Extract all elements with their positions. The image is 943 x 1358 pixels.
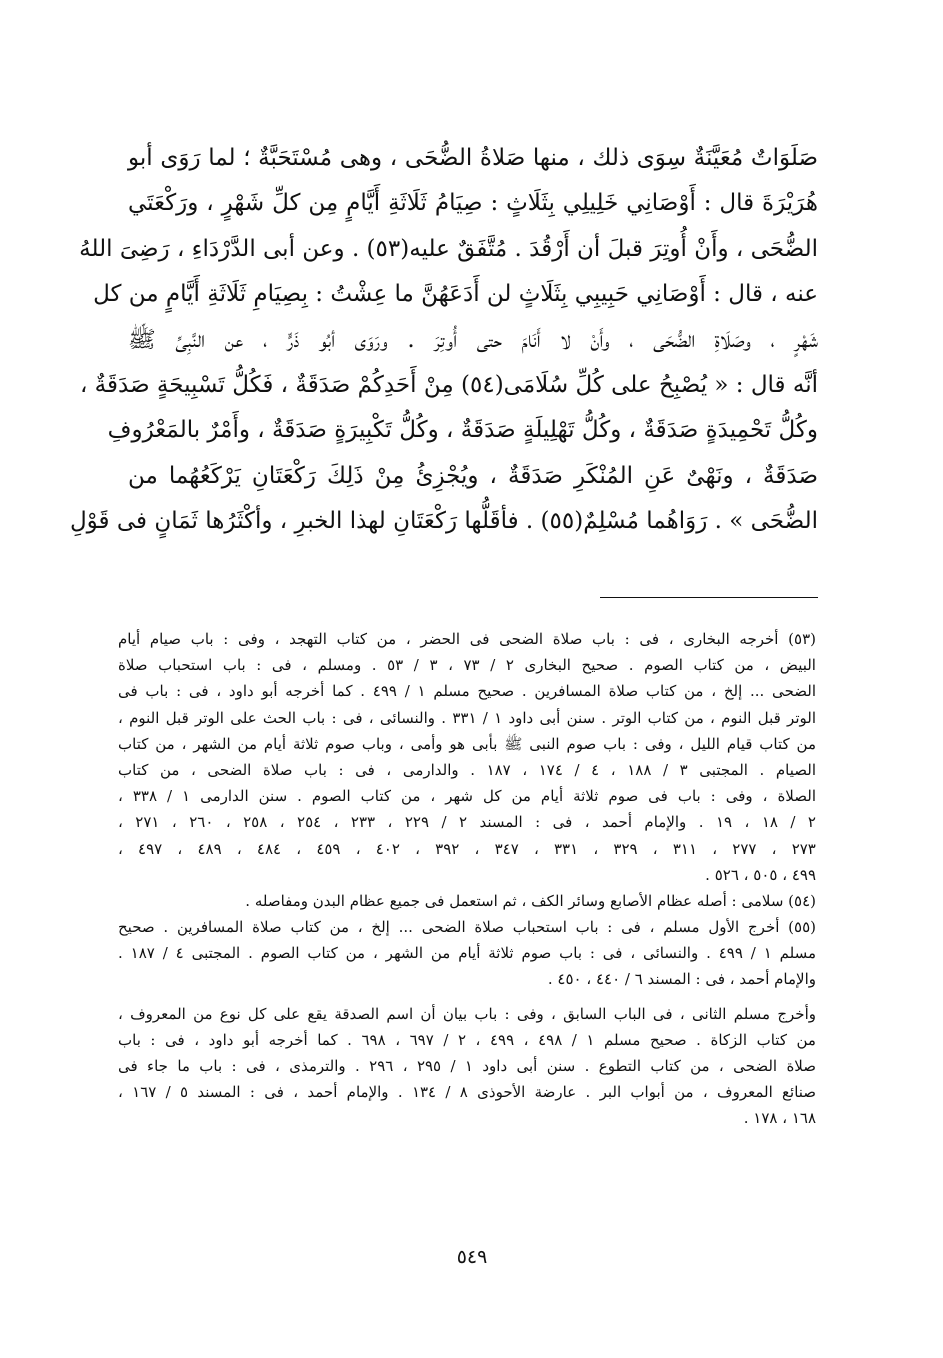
footnote-line: من كتاب الزكاة . صحيح مسلم ١ / ٤٩٨ ، ٤٩٩ ، ٢ / ٦٩٧ ، ٦٩٨ . كما أخرجه أبو داود ، فى : باب: [118, 1030, 816, 1049]
footnote-54: [118, 888, 816, 914]
main-text-line: وكُلُّ تَحْمِيدَةٍ صَدَقَةٌ ، وكُلُّ تَهْلِيلَةٍ صَدَقَةٌ ، وكُلُّ تَكْبِيرَةٍ صَدَقَةٌ ، وأَمْرٌ بالمَعْرُوفِ: [107, 417, 818, 444]
footnote-line: والإمام أحمد ، فى : المسند ٦ / ٤٤٠ ، ٤٥٠ .: [547, 970, 816, 989]
footnote-spacer: [118, 993, 816, 1001]
main-text-line: أنَّه قال : « يُصْبِحُ على كُلِّ سُلَامَى(٥٤) مِنْ أَحَدِكُمْ صَدَقَةٌ ، فَكُلُّ تَسْبِيحَةٍ صَدَقَةٌ ،: [79, 371, 818, 398]
footnote-55-continued: [118, 1001, 816, 1132]
footnote-line: صنائع المعروف ، من أبواب البر . عارضة الأحوذى ٨ / ١٣٤ . والإمام أحمد ، فى : المسند ٥ / ١٦٧ ،: [118, 1083, 817, 1102]
footnote-line: من كتاب قيام الليل ، وفى : باب صوم النبى ﷺ بأبى هو وأمى ، وباب صوم ثلاثة أيام من الشهر ، من كتاب: [118, 734, 816, 753]
main-text-body: [69, 136, 818, 545]
main-text-line: عنه ، قال : أَوْصَانِي حَبِيبِي بِثَلَاثٍ لن أَدَعَهُنَّ ما عِشْتُ : بِصِيَامِ ثَلَاثَةِ أَيَّامٍ من كل: [93, 281, 818, 308]
footnote-line: ٤٩٩ ، ٥٠٥ ، ٥٢٦ .: [705, 865, 816, 884]
footnote-line: صلاة الضحى ، من كتاب التطوع . سنن أبى داود ١ / ٢٩٥ ، ٢٩٦ . والترمذى ، فى : باب ما جاء فى: [118, 1057, 816, 1075]
footnote-line: ١٦٨ ، ١٧٨ .: [743, 1109, 816, 1128]
footnote-line: الصلاة ، وفى : باب فى صوم ثلاثة أيام من كل شهر ، من كتاب الصوم . سنن الدارمى ١ / ٣٣٨ ،: [118, 787, 816, 806]
footnote-line: الوتر قبل النوم ، من كتاب الوتر . سنن أبى داود ١ / ٣٣١ . والنسائى ، فى : باب الحث على الوتر قبل النوم ،: [118, 708, 816, 727]
footnote-53: [118, 626, 816, 888]
main-text-line: الضُّحَى » . رَوَاهُما مُسْلِمٌ(٥٥) . فأقَلُّها رَكْعَتَانِ لهذا الخبرِ ، وأكْثَرُها ثَمَانٍ فى قَوْلِ: [69, 508, 818, 535]
page-number: ٥٤٩: [456, 1246, 488, 1268]
footnote-line: الضحى ... إلخ ، من كتاب صلاة المسافرين . صحيح مسلم ١ / ٤٩٩ . كما أخرجه أبو داود ، فى : باب فى: [118, 682, 816, 701]
footnote-55: [118, 914, 816, 993]
footnote-line: الصيام . المجتبى ٣ / ١٨٨ ، ٤ / ١٧٤ ، ١٨٧ . والدارمى ، فى : باب صلاة الضحى ، من كتاب: [118, 760, 816, 779]
main-text-line: صَدَقَةٌ ، ونَهْىٌ عَنِ المُنْكَرِ صَدَقَةٌ ، ويُجْزِئُ مِنْ ذَلِكَ رَكْعَتَانِ يَرْكَعُهُما من: [128, 462, 818, 489]
footnote-line: مسلم ١ / ٤٩٩ . والنسائى ، فى : باب صوم ثلاثة أيام من الشهر ، من كتاب الصوم . المجتبى ٤ / ١٨٧ .: [118, 944, 817, 963]
main-text-line: شَهْرٍ ، وصَلَاةِ الضُّحَى ، وأَنْ لا أَنَامَ حتى أُوتِرَ . ورَوَى أبُو ذَرٍّ ، عن النَّبِىِّ ﷺ: [128, 326, 818, 353]
main-text-line: هُرَيْرَةَ قال : أَوْصَانِي خَلِيلِي بِثَلَاثٍ : صِيَامُ ثَلَاثَةِ أَيَّامٍ مِن كلِّ شَهْرٍ ، ورَكْعَتَي: [128, 190, 818, 217]
footnote-line: ٢ / ١٨ ، ١٩ . والإمام أحمد ، فى : المسند ٢ / ٢٢٩ ، ٢٣٣ ، ٢٥٤ ، ٢٥٨ ، ٢٦٠ ، ٢٧١ ،: [118, 813, 816, 832]
main-text-line: الضُّحَى ، وأَنْ أُوتِرَ قبلَ أن أَرْقُدَ . مُتَّفَقٌ عليه(٥٣) . وعن أبى الدَّرْدَاءِ ، رَضِىَ اللهُ: [79, 235, 818, 262]
footnote-line: (٥٥) أخرج الأول مسلم ، فى : باب استحباب صلاة الضحى ... إلخ ، من كتاب صلاة المسافرين . صحيح: [118, 918, 816, 937]
footnote-line: (٥٤) سلامى : أصله عظام الأصابع وسائر الكف ، ثم استعمل فى جميع عظام البدن ومفاصله .: [245, 891, 816, 910]
main-text-line: صَلَوَاتٌ مُعَيَّنَةٌ سِوَى ذلك ، منها صَلاةُ الضُّحَى ، وهى مُسْتَحَبَّةٌ ؛ لما رَوَى أبو: [128, 145, 818, 171]
footnote-line: ٢٧٣ ، ٢٧٧ ، ٣١١ ، ٣٢٩ ، ٣٣١ ، ٣٤٧ ، ٣٩٢ ، ٤٠٢ ، ٤٥٩ ، ٤٨٤ ، ٤٨٩ ، ٤٩٧ ،: [118, 839, 816, 858]
footnote-line: البيض ، من كتاب الصوم . صحيح البخارى ٢ / ٧٣ ، ٣ / ٥٣ . ومسلم ، فى : باب استحباب صلاة: [118, 656, 816, 675]
footnote-line: (٥٣) أخرجه البخارى ، فى : باب صلاة الضحى فى الحضر ، من كتاب التهجد ، وفى : باب صيام أيام: [118, 630, 816, 648]
footnote-separator: [600, 597, 818, 598]
footnote-line: وأخرج مسلم الثانى ، فى الباب السابق ، وفى : باب بيان أن اسم الصدقة يقع على كل نوع من المعروف ،: [118, 1004, 816, 1023]
footnotes-section: [118, 626, 816, 1132]
